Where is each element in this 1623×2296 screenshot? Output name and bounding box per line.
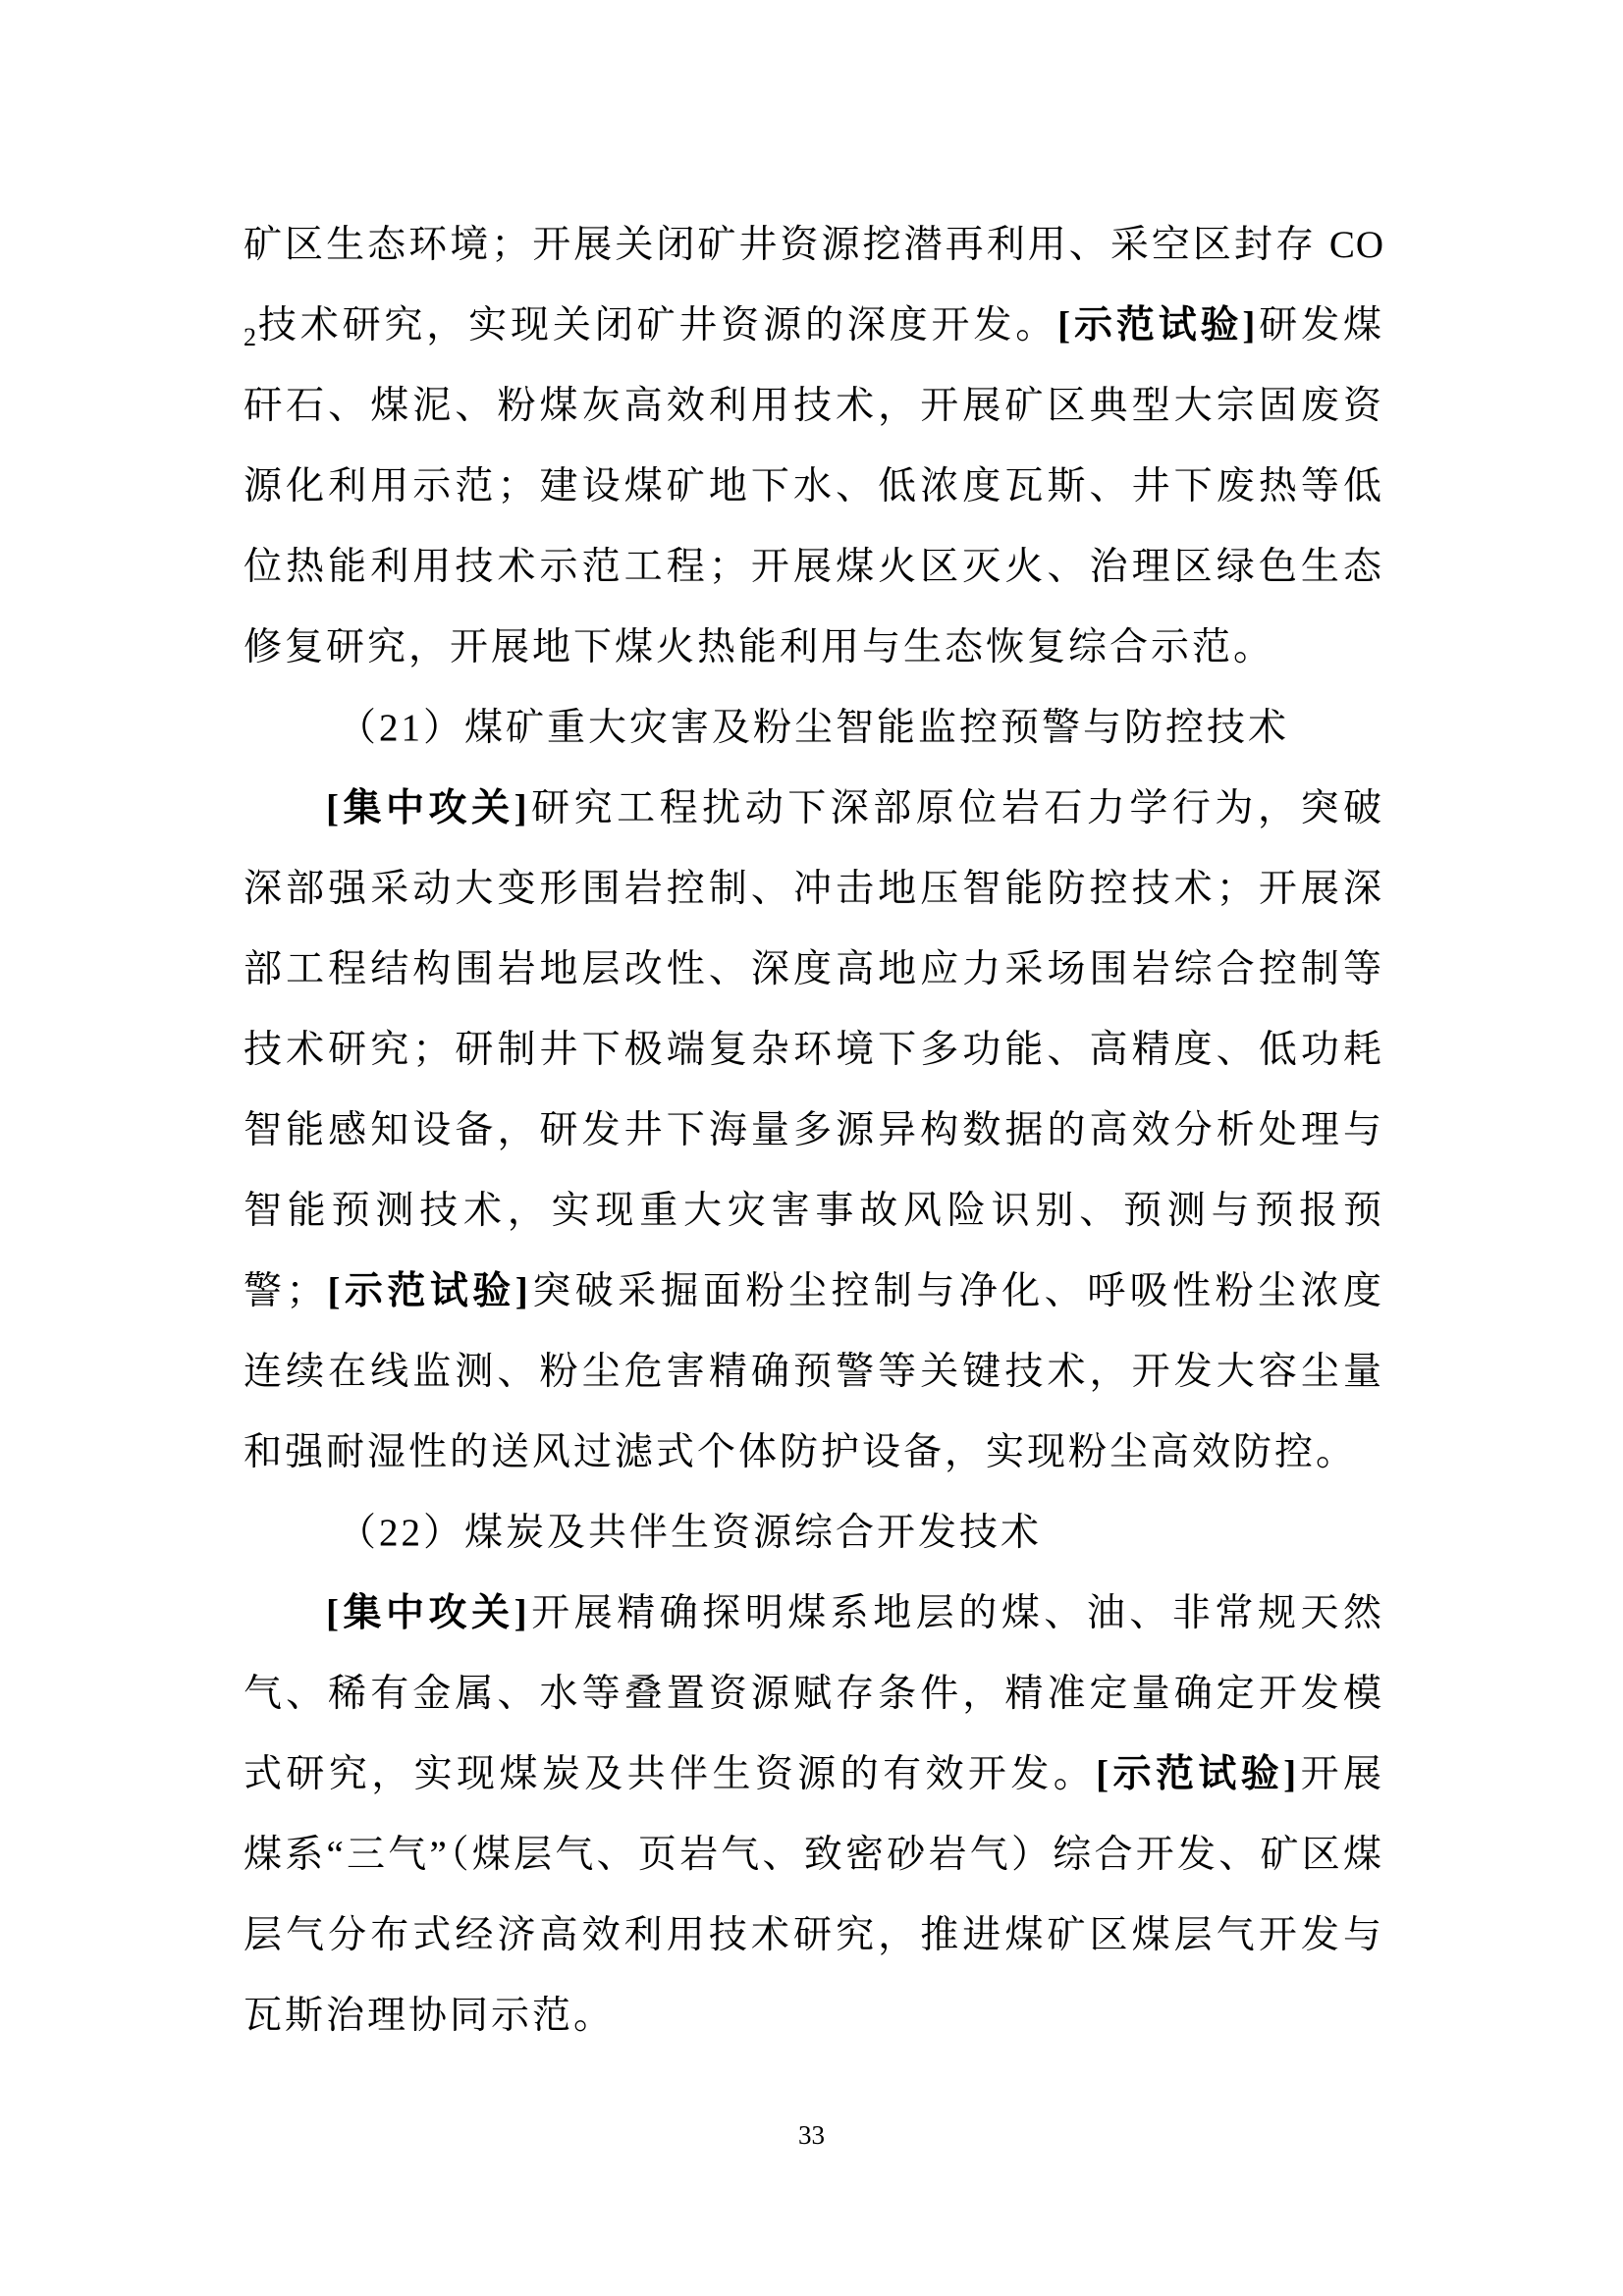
document-body — [243, 205, 1384, 2056]
text-run: 矿区生态环境；开展关闭矿井资源挖潜再利用、采空区封存 — [243, 224, 1329, 266]
section-heading-21 — [243, 688, 1384, 769]
page-number: 33 — [798, 2120, 825, 2150]
bold-label-run: [示范试验] — [1096, 1753, 1300, 1795]
paragraph-21-body — [243, 769, 1384, 1493]
paragraph-22-body — [243, 1574, 1384, 2056]
bold-label-run: [集中攻关] — [326, 1592, 530, 1634]
text-run: （22）煤炭及共伴生资源综合开发技术 — [338, 1512, 1043, 1554]
text-run: 研究工程扰动下深部原位岩石力学行为，突破深部强采动大变形围岩控制、冲击地压智能防控技术；开展深部工程结构围岩地层改性、深度高地应力采场围岩综合控制等技术研究；研制井下极端复杂环境下多功能、高精度、低功耗智能感知设备，研发井下海量多源异构数据的高效分析处理与智能预测技术，实现重大灾害事故风险识别、预测与预报预警； — [243, 787, 1384, 1312]
text-run: （21）煤矿重大灾害及粉尘智能监控预警与防控技术 — [338, 707, 1290, 749]
section-heading-22 — [243, 1493, 1384, 1574]
text-run: 开展精确探明煤系地层的煤、油、非常规天然气、稀有金属、水等叠置资源赋存条件，精准定量确定开发模式研究，实现煤炭及共伴生资源的有效开发。 — [243, 1592, 1384, 1795]
text-run: CO — [1328, 224, 1384, 266]
text-run: 开展煤系“三气”（煤层气、页岩气、致密砂岩气）综合开发、矿区煤层气分布式经济高效利用技术研究，推进煤矿区煤层气开发与瓦斯治理协同示范。 — [243, 1753, 1384, 2037]
paragraph-continuation — [243, 205, 1384, 688]
text-run: 突破采掘面粉尘控制与净化、呼吸性粉尘浓度连续在线监测、粉尘危害精确预警等关键技术，开发大容尘量和强耐湿性的送风过滤式个体防护设备，实现粉尘高效防控。 — [243, 1270, 1384, 1473]
bold-label-run: [集中攻关] — [326, 787, 530, 829]
bold-label-run: [示范试验] — [327, 1270, 531, 1312]
text-run: 技术研究，实现关闭矿井资源的深度开发。 — [257, 304, 1058, 347]
bold-label-run: [示范试验] — [1057, 304, 1259, 347]
text-run: 研发煤矸石、煤泥、粉煤灰高效利用技术，开展矿区典型大宗固废资源化利用示范；建设煤矿地下水、低浓度瓦斯、井下废热等低位热能利用技术示范工程；开展煤火区灭火、治理区绿色生态修复研究，开展地下煤火热能利用与生态恢复综合示范。 — [243, 304, 1384, 668]
text-run: 2 — [243, 323, 257, 351]
